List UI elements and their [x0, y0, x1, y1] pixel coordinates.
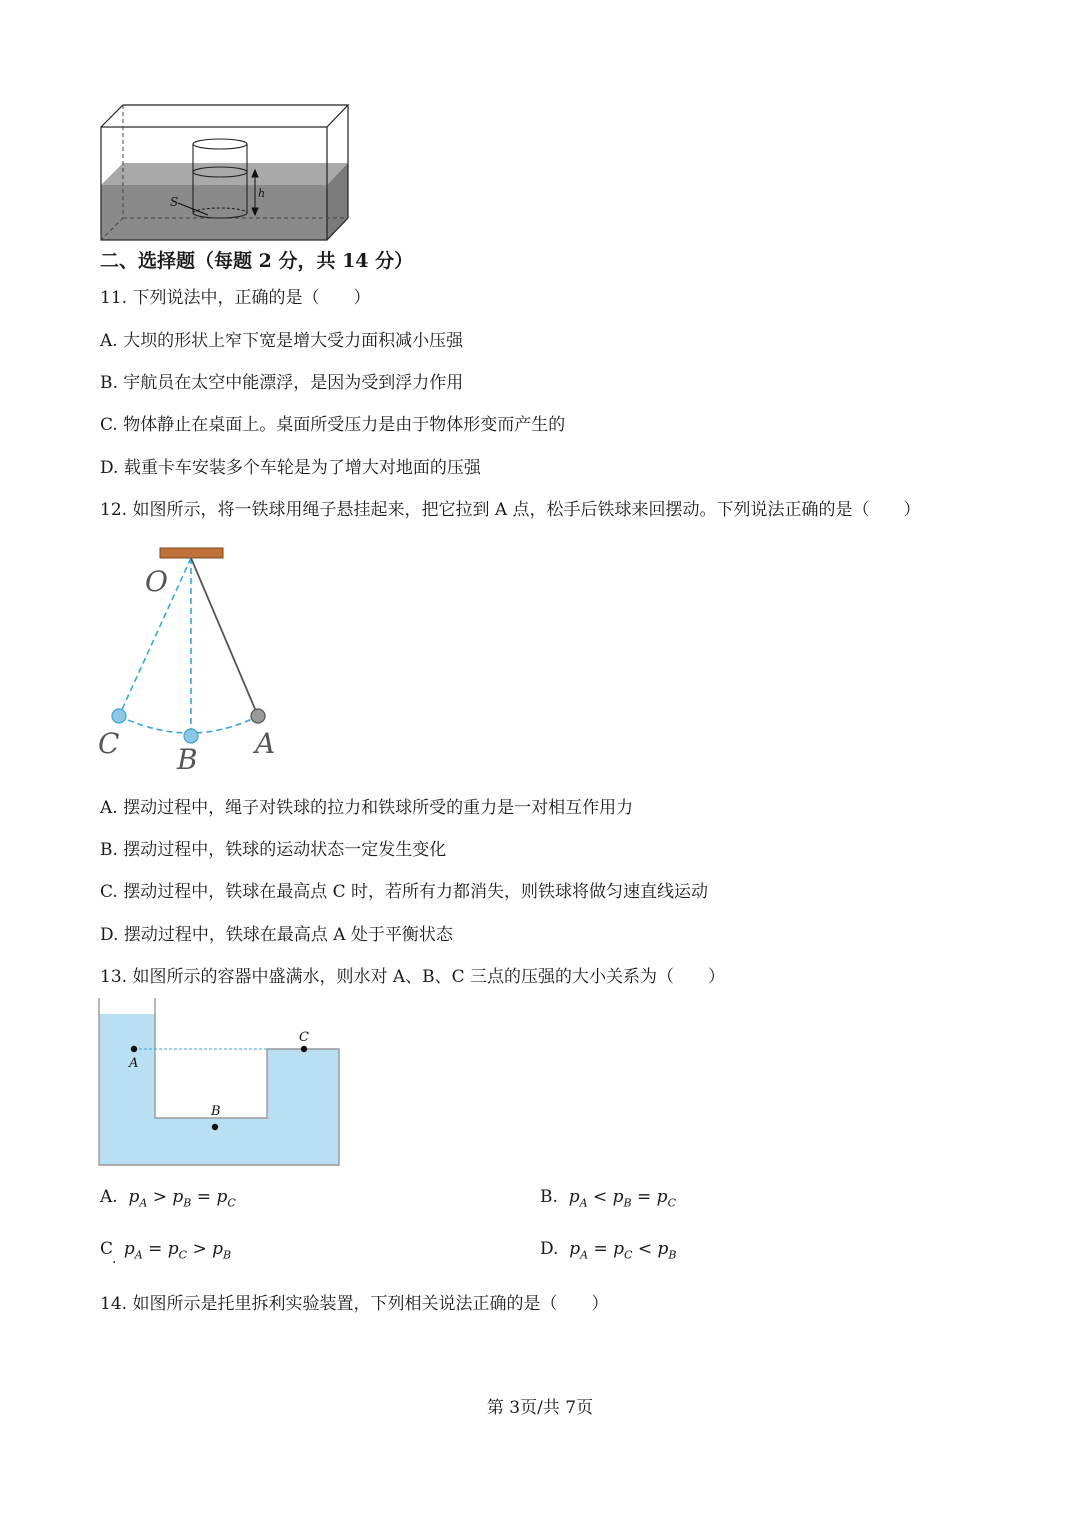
- q12-option-a: A. 摆动过程中，绳子对铁球的拉力和铁球所受的重力是一对相互作用力: [100, 798, 634, 818]
- tank-label-h: h: [258, 187, 266, 200]
- q12-option-d: D. 摆动过程中，铁球在最高点 A 处于平衡状态: [100, 925, 453, 945]
- q13-stem: 13. 如图所示的容器中盛满水，则水对 A、B、C 三点的压强的大小关系为（ ）: [100, 967, 726, 987]
- q12-option-b: B. 摆动过程中，铁球的运动状态一定发生变化: [100, 840, 447, 860]
- q11-option-b: B. 宇航员在太空中能漂浮，是因为受到浮力作用: [100, 373, 464, 393]
- q13-option-b-expr: $p_A < p_B = p_C$: [568, 1187, 676, 1210]
- container-figure: [97, 998, 342, 1168]
- stray-dot: ·: [112, 1255, 117, 1271]
- container-label-b: B: [211, 1104, 221, 1119]
- pendulum-label-o: O: [145, 565, 168, 598]
- q11-option-c: C. 物体静止在桌面上。桌面所受压力是由于物体形变而产生的: [100, 415, 566, 435]
- pendulum-figure: [95, 545, 295, 777]
- q13-option-a-expr: $p_A > p_B = p_C$: [128, 1187, 236, 1210]
- q11-option-d: D. 载重卡车安装多个车轮是为了增大对地面的压强: [100, 458, 481, 478]
- q13-option-c: C $p_A = p_C > p_B$: [100, 1239, 232, 1262]
- q13-option-b: B. $p_A < p_B = p_C$: [540, 1187, 676, 1210]
- q12-stem: 12. 如图所示，将一铁球用绳子悬挂起来，把它拉到 A 点，松手后铁球来回摆动。下列说法正确的是（ ）: [100, 500, 921, 520]
- container-label-c: C: [299, 1030, 309, 1045]
- q13-option-d: D. $p_A = p_C < p_B$: [540, 1239, 677, 1262]
- pendulum-label-b: B: [177, 743, 198, 776]
- page-footer: 第 3页/共 7页: [486, 1398, 594, 1418]
- q14-stem: 14. 如图所示是托里拆利实验装置，下列相关说法正确的是（ ）: [100, 1294, 609, 1314]
- pendulum-label-c: C: [98, 727, 120, 760]
- tank-figure: [98, 100, 350, 246]
- q13-option-d-expr: $p_A = p_C < p_B$: [569, 1239, 677, 1262]
- container-label-a: A: [129, 1056, 139, 1071]
- section-heading: 二、选择题（每题 2 分，共 14 分）: [100, 250, 414, 272]
- pendulum-label-a: A: [255, 727, 276, 760]
- q13-option-a: A. $p_A > p_B = p_C$: [100, 1187, 236, 1210]
- q13-option-c-expr: $p_A = p_C > p_B$: [123, 1239, 232, 1262]
- q11-stem: 11. 下列说法中，正确的是（ ）: [100, 288, 371, 308]
- q11-option-a: A. 大坝的形状上窄下宽是增大受力面积减小压强: [100, 331, 464, 351]
- tank-label-s: S: [170, 195, 179, 209]
- q12-option-c: C. 摆动过程中，铁球在最高点 C 时，若所有力都消失，则铁球将做匀速直线运动: [100, 882, 709, 902]
